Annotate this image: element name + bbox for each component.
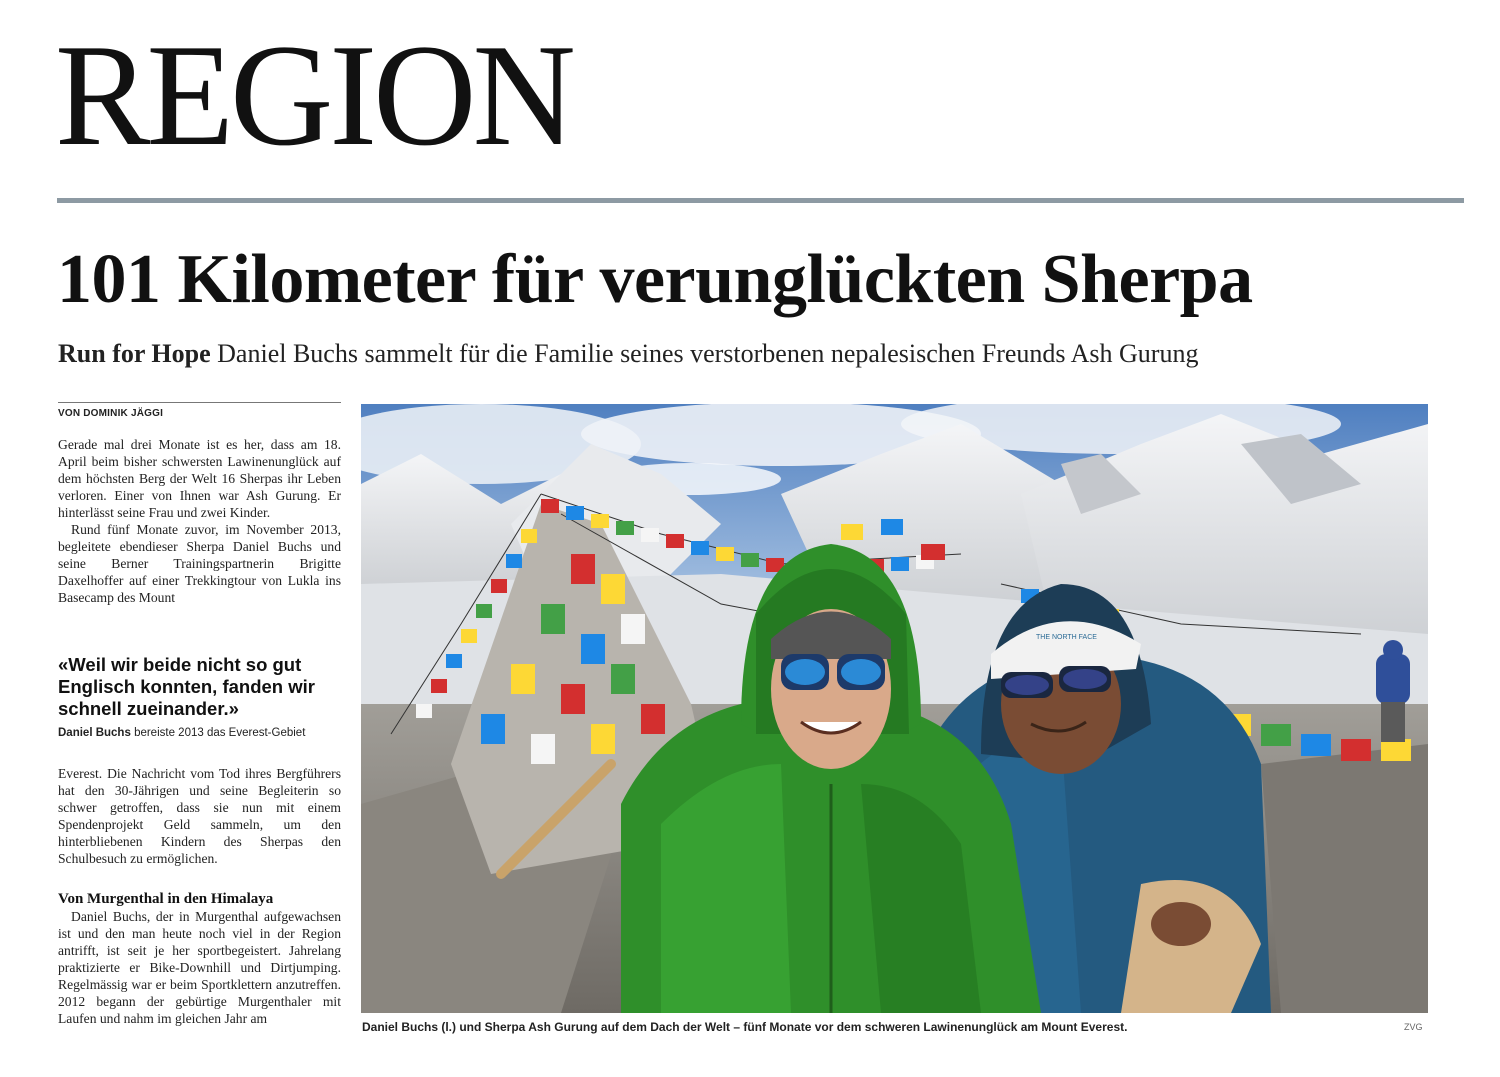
byline: VON DOMINIK JÄGGI (58, 408, 164, 419)
section-title: REGION (55, 14, 572, 176)
article-subheading: Von Murgenthal in den Himalaya (58, 891, 274, 907)
paragraph-3: Everest. Die Nachricht vom Tod ihres Bergführers hat den 30-Jährigen und seine Begleiterin so schwer getroffen, dass sie nun mit einem Spendenprojekt Geld sammeln, um den hinterbliebenen Kindern des Sherpas den Schulbesuch zu ermöglichen. (58, 766, 341, 866)
paragraph-1: Gerade mal drei Monate ist es her, dass am 18. April beim bisher schwersten Lawinenunglück auf dem höchsten Berg der Welt 16 Sherpas ihr Leben verloren. Einer von Ihnen war Ash Gurung. Er hinterlässt seine Frau und zwei Kinder. (58, 437, 341, 520)
article-body-bottom (58, 890, 341, 1027)
article-deck: Daniel Buchs sammelt für die Familie seines verstorbenen nepalesischen Freunds Ash Gurung (217, 339, 1199, 368)
article-kicker: Run for Hope (58, 339, 211, 368)
paragraph-4: Daniel Buchs, der in Murgenthal aufgewachsen ist und den man heute noch viel in der Region antrifft, ist seit je her sportbegeistert. Jahrelang praktizierte er Bike-Downhill und Dirtjumping. Regelmässig war er beim Sportklettern anzutreffen. 2012 begann der gebürtige Murgenthaler mit Laufen und nahm im gleichen Jahr am (58, 909, 341, 1026)
article-body-top (58, 436, 341, 606)
pullquote-name: Daniel Buchs (58, 727, 131, 739)
article-body-middle (58, 765, 341, 867)
paragraph-2: Rund fünf Monate zuvor, im November 2013, begleitete ebendieser Sherpa Daniel Buchs und seine Berner Trainingspartnerin Brigitte Daxelhoffer auf einer Trekkingtour von Lukla ins Basecamp des Mount (58, 522, 341, 605)
article-headline: 101 Kilometer für verunglückten Sherpa (57, 241, 1253, 318)
cap-logo: THE NORTH FACE (1036, 634, 1097, 641)
section-divider (57, 198, 1464, 203)
photo-credit: ZVG (1404, 1022, 1423, 1032)
pullquote-attribution (58, 727, 341, 739)
article-subhead (58, 338, 1198, 369)
article-photo (361, 404, 1428, 1013)
distant-hiker (1376, 640, 1410, 742)
pullquote: «Weil wir beide nicht so gut Englisch konnten, fanden wir schnell zueinander.» (58, 654, 315, 719)
pullquote-role: bereiste 2013 das Everest-Gebiet (134, 727, 306, 739)
byline-divider (58, 402, 341, 403)
photo-caption: Daniel Buchs (l.) und Sherpa Ash Gurung auf dem Dach der Welt – fünf Monate vor dem schweren Lawinenunglück am Mount Everest. (362, 1020, 1128, 1034)
